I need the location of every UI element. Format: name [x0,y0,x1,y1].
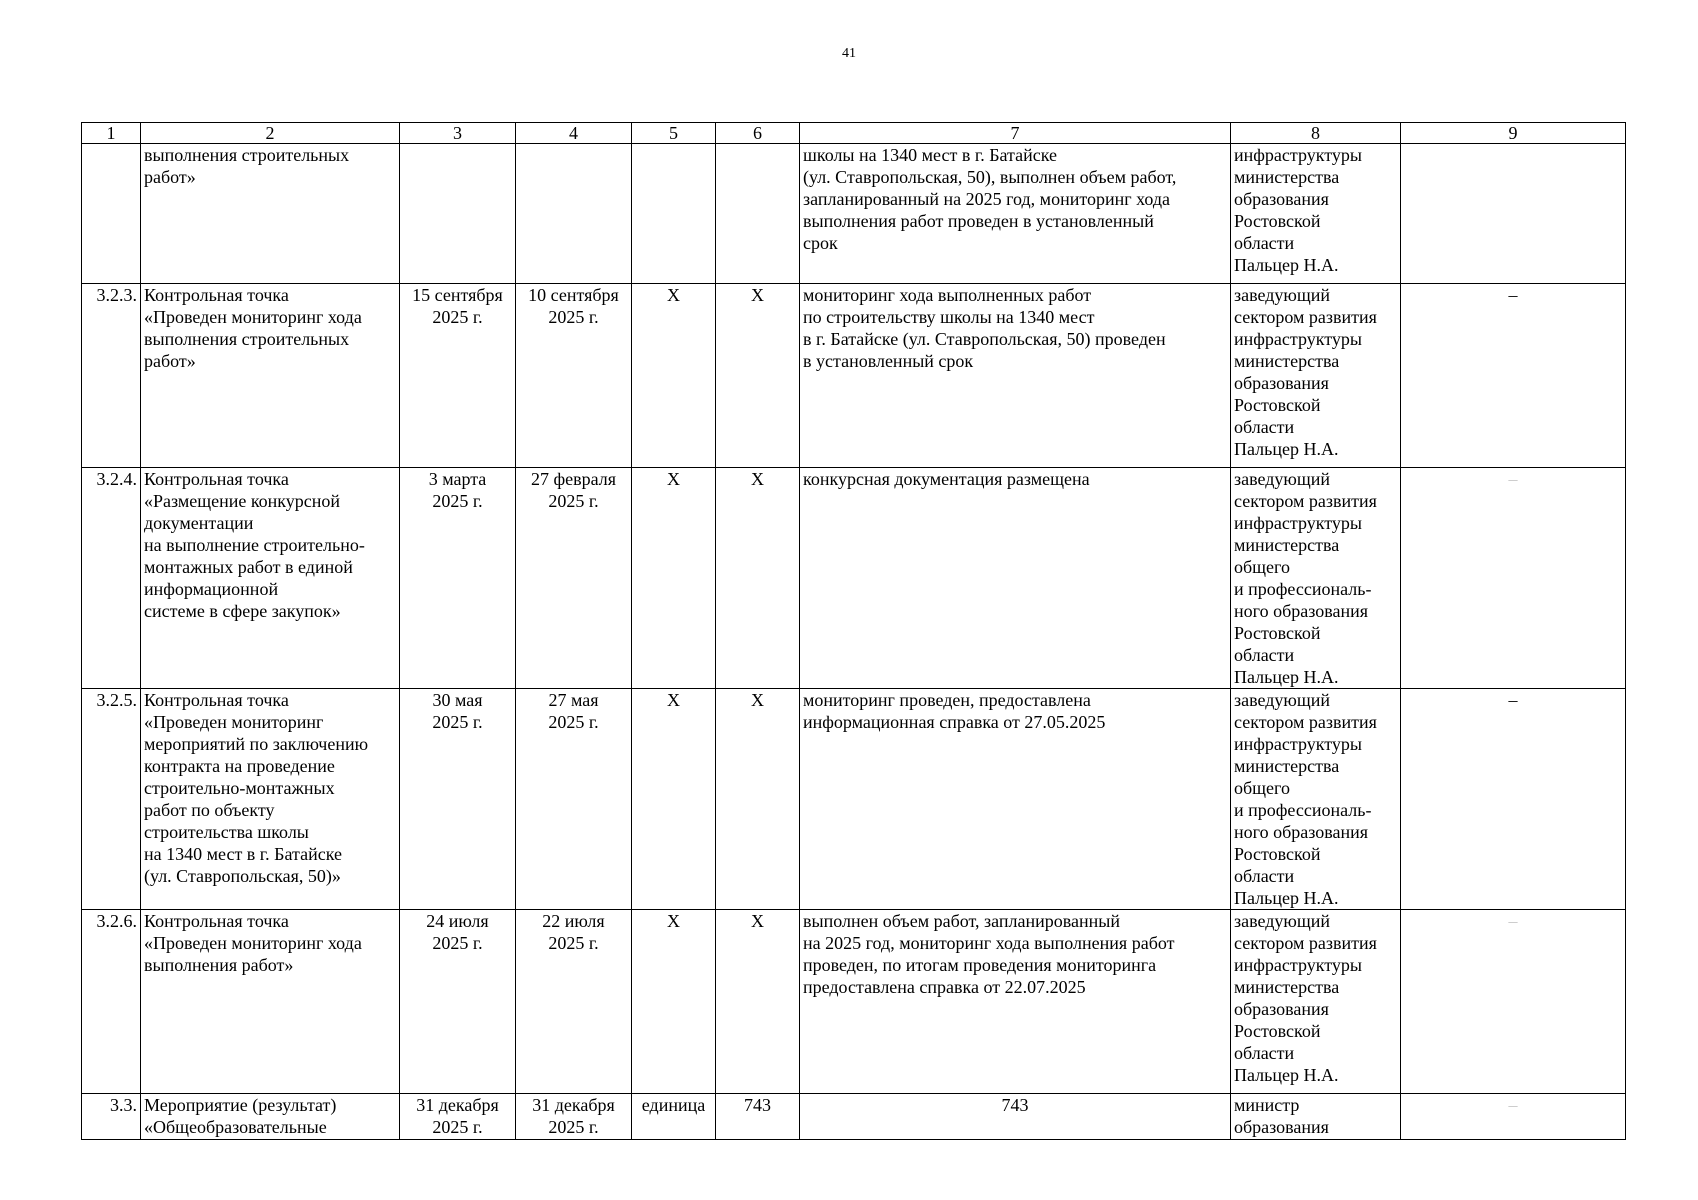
row-number-cell: 3.2.3. [82,284,141,468]
value-cell: 743 [716,1094,800,1140]
result-cell: мониторинг хода выполненных работ по строительству школы на 1340 мест в г. Батайске (ул. Ставропольская, 50) проведен в установленный срок [800,284,1231,468]
plan-date-cell: 30 мая 2025 г. [400,689,516,910]
item-name-cell: выполнения строительных работ» [141,144,400,284]
unit-cell: Х [632,910,716,1094]
plan-date-cell: 3 марта 2025 г. [400,468,516,689]
fact-date-cell [516,144,632,284]
row-number-cell: 3.3. [82,1094,141,1140]
item-name-cell: Контрольная точка «Проведен мониторинг хода выполнения работ» [141,910,400,1094]
responsible-cell: министр образования [1231,1094,1401,1140]
row-number-cell: 3.2.5. [82,689,141,910]
result-cell: школы на 1340 мест в г. Батайске (ул. Ставропольская, 50), выполнен объем работ, запланированный на 2025 год, мониторинг хода выполнения работ проведен в установленный срок [800,144,1231,284]
header-cell: 9 [1401,123,1626,144]
table-row [82,1094,1626,1140]
responsible-cell: заведующий сектором развития инфраструктуры министерства образования Ростовской области Пальцер Н.А. [1231,284,1401,468]
fact-date-cell: 27 мая 2025 г. [516,689,632,910]
header-cell: 8 [1231,123,1401,144]
table-row [82,284,1626,468]
fact-date-cell: 27 февраля 2025 г. [516,468,632,689]
header-cell: 3 [400,123,516,144]
unit-cell: Х [632,284,716,468]
plan-date-cell [400,144,516,284]
result-cell: конкурсная документация размещена [800,468,1231,689]
note-cell: – [1401,910,1626,1094]
note-cell: – [1401,1094,1626,1140]
value-cell [716,144,800,284]
item-name-cell: Контрольная точка «Размещение конкурсной документации на выполнение строительно- монтажных работ в единой информационной системе в сфере закупок» [141,468,400,689]
column-number-header-row [82,123,1626,144]
header-cell: 6 [716,123,800,144]
plan-date-cell: 31 декабря 2025 г. [400,1094,516,1140]
value-cell: Х [716,284,800,468]
table-row [82,468,1626,689]
result-cell: 743 [800,1094,1231,1140]
unit-cell [632,144,716,284]
table-row [82,689,1626,910]
header-cell: 7 [800,123,1231,144]
value-cell: Х [716,689,800,910]
plan-date-cell: 15 сентября 2025 г. [400,284,516,468]
result-cell: выполнен объем работ, запланированный на 2025 год, мониторинг хода выполнения работ проведен, по итогам проведения мониторинга предоставлена справка от 22.07.2025 [800,910,1231,1094]
row-number-cell [82,144,141,284]
fact-date-cell: 22 июля 2025 г. [516,910,632,1094]
row-number-cell: 3.2.6. [82,910,141,1094]
note-cell: – [1401,468,1626,689]
plan-date-cell: 24 июля 2025 г. [400,910,516,1094]
page-number: 41 [842,46,856,61]
table-row [82,910,1626,1094]
responsible-cell: инфраструктуры министерства образования Ростовской области Пальцер Н.А. [1231,144,1401,284]
item-name-cell: Контрольная точка «Проведен мониторинг мероприятий по заключению контракта на проведение строительно-монтажных работ по объекту строительства школы на 1340 мест в г. Батайске (ул. Ставропольская, 50)» [141,689,400,910]
item-name-cell: Мероприятие (результат) «Общеобразовательные [141,1094,400,1140]
value-cell: Х [716,910,800,1094]
note-cell: – [1401,689,1626,910]
fact-date-cell: 10 сентября 2025 г. [516,284,632,468]
row-number-cell: 3.2.4. [82,468,141,689]
header-cell: 4 [516,123,632,144]
responsible-cell: заведующий сектором развития инфраструктуры министерства образования Ростовской области Пальцер Н.А. [1231,910,1401,1094]
unit-cell: Х [632,689,716,910]
header-cell: 1 [82,123,141,144]
table-row [82,144,1626,284]
header-cell: 2 [141,123,400,144]
responsible-cell: заведующий сектором развития инфраструктуры министерства общего и профессиональ- ного образования Ростовской области Пальцер Н.А. [1231,468,1401,689]
note-cell [1401,144,1626,284]
header-cell: 5 [632,123,716,144]
unit-cell: Х [632,468,716,689]
note-cell: – [1401,284,1626,468]
result-cell: мониторинг проведен, предоставлена информационная справка от 27.05.2025 [800,689,1231,910]
unit-cell: единица [632,1094,716,1140]
item-name-cell: Контрольная точка «Проведен мониторинг хода выполнения строительных работ» [141,284,400,468]
fact-date-cell: 31 декабря 2025 г. [516,1094,632,1140]
value-cell: Х [716,468,800,689]
responsible-cell: заведующий сектором развития инфраструктуры министерства общего и профессиональ- ного образования Ростовской области Пальцер Н.А. [1231,689,1401,910]
report-table [81,122,1626,1140]
